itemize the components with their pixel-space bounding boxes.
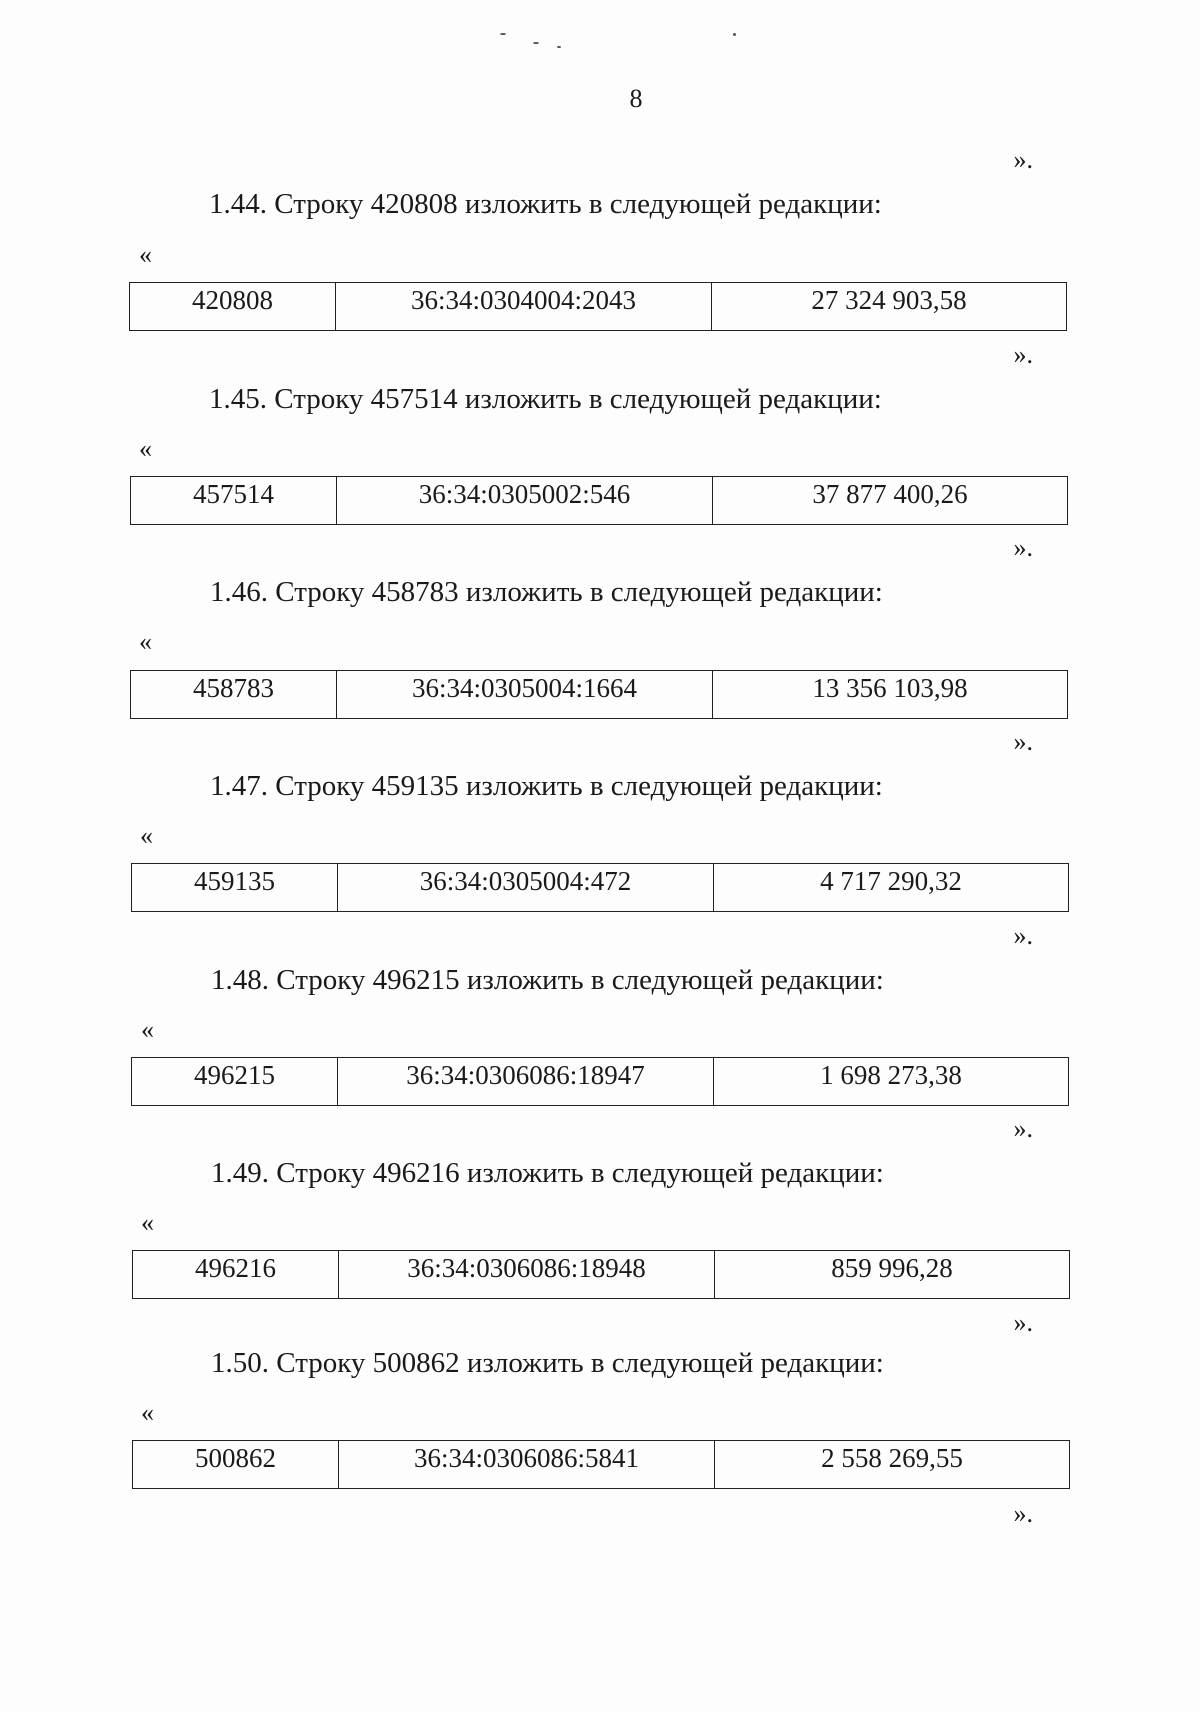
data-row-table	[129, 282, 1067, 331]
row-number-cell: 420808	[130, 283, 336, 331]
scan-speck	[557, 46, 561, 48]
value-cell: 2 558 269,55	[715, 1441, 1070, 1489]
section-heading-1-49: 1.49. Строку 496216 изложить в следующей редакции:	[211, 1157, 884, 1189]
scan-speck	[733, 33, 736, 36]
opening-quote: «	[141, 1015, 154, 1044]
table-row	[131, 671, 1068, 719]
row-number-cell: 496215	[132, 1058, 338, 1106]
closing-quote: ».	[1013, 921, 1033, 950]
opening-quote: «	[139, 240, 152, 269]
scan-speck	[500, 33, 506, 35]
value-cell: 4 717 290,32	[714, 864, 1069, 912]
table-row	[132, 1058, 1069, 1106]
row-number-cell: 500862	[133, 1441, 339, 1489]
cadastral-number-cell: 36:34:0305004:1664	[337, 671, 713, 719]
section-heading-1-50: 1.50. Строку 500862 изложить в следующей редакции:	[211, 1347, 884, 1379]
section-heading-1-44: 1.44. Строку 420808 изложить в следующей редакции:	[209, 188, 882, 220]
closing-quote: ».	[1013, 1114, 1033, 1143]
data-row-table	[132, 1440, 1070, 1489]
cadastral-number-cell: 36:34:0306086:18948	[339, 1251, 715, 1299]
data-row-table	[131, 1057, 1069, 1106]
section-heading-1-47: 1.47. Строку 459135 изложить в следующей редакции:	[210, 770, 883, 802]
value-cell: 1 698 273,38	[714, 1058, 1069, 1106]
opening-quote: «	[141, 1208, 154, 1237]
value-cell: 859 996,28	[715, 1251, 1070, 1299]
value-cell: 27 324 903,58	[712, 283, 1067, 331]
closing-quote: ».	[1013, 727, 1033, 756]
row-number-cell: 457514	[131, 477, 337, 525]
cadastral-number-cell: 36:34:0304004:2043	[336, 283, 712, 331]
closing-quote: ».	[1013, 1499, 1033, 1528]
scan-speck	[533, 42, 539, 44]
cadastral-number-cell: 36:34:0305002:546	[337, 477, 713, 525]
closing-quote: ».	[1013, 1308, 1033, 1337]
row-number-cell: 458783	[131, 671, 337, 719]
table-row	[130, 283, 1067, 331]
data-row-table	[130, 476, 1068, 525]
table-row	[131, 477, 1068, 525]
data-row-table	[131, 863, 1069, 912]
opening-quote: «	[141, 1398, 154, 1427]
data-row-table	[132, 1250, 1070, 1299]
cadastral-number-cell: 36:34:0305004:472	[338, 864, 714, 912]
closing-quote: ».	[1013, 533, 1033, 562]
opening-quote: «	[139, 434, 152, 463]
cadastral-number-cell: 36:34:0306086:5841	[339, 1441, 715, 1489]
value-cell: 37 877 400,26	[713, 477, 1068, 525]
section-heading-1-46: 1.46. Строку 458783 изложить в следующей редакции:	[210, 576, 883, 608]
opening-quote: «	[140, 821, 153, 850]
table-row	[133, 1441, 1070, 1489]
opening-quote: «	[139, 627, 152, 656]
row-number-cell: 496216	[133, 1251, 339, 1299]
value-cell: 13 356 103,98	[713, 671, 1068, 719]
closing-quote: ».	[1013, 340, 1033, 369]
row-number-cell: 459135	[132, 864, 338, 912]
table-row	[133, 1251, 1070, 1299]
cadastral-number-cell: 36:34:0306086:18947	[338, 1058, 714, 1106]
closing-quote: ».	[1013, 145, 1033, 174]
data-row-table	[130, 670, 1068, 719]
page-number: 8	[629, 84, 643, 113]
section-heading-1-48: 1.48. Строку 496215 изложить в следующей редакции:	[211, 964, 884, 996]
section-heading-1-45: 1.45. Строку 457514 изложить в следующей редакции:	[209, 383, 882, 415]
table-row	[132, 864, 1069, 912]
